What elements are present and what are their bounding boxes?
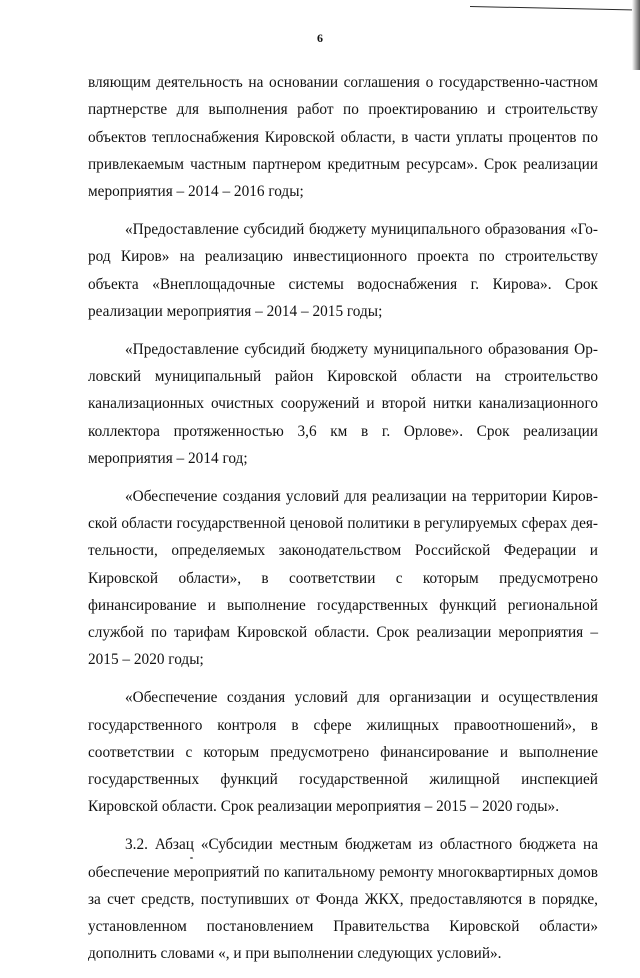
paragraph-continuation: вляющим деятельность на основании соглашения о государственно-частном партнерстве для выполнения работ по проектированию и строительству объектов теплоснабжения Кировской области, в части уплаты процентов по привлекаемым частным партнером кредитным ресурсам». Срок реализации мероприятия – 2014 – 2016 годы; [88,74,598,201]
paragraph: «Обеспечение создания условий для организации и осуществления государственного контроля в сфере жилищных правоотношений», в соответствии с которым предусмотрено финансирование и выполнение государственных функций государственной жилищной инспекцией Кировской области. Срок реализации мероприятия – 2015 – 2020 годы». [88,689,598,816]
page-number: 6 [317,31,323,45]
paragraph: «Предоставление субсидий бюджету муниципального образования Орловский муниципальный район Кировской области на строительство канализационных очистных сооружений и второй нитки канализационного коллектора протяженностью 3,6 км в г. Орлове». Срок реализации мероприятия – 2014 год; [88,340,598,467]
paragraph: 3.2. Абзац «Субсидии местным бюджетам из областного бюджета на обеспечение мероприятий по капитальному ремонту многоквартирных домов за счет средств, поступивших от Фонда ЖКХ, предоставляются в порядке, установленном постановлением Правительства Кировской области» дополнить словами «, и при выполнении следующих условий». [88,836,598,963]
paragraph: «Предоставление субсидий бюджету муниципального образования «Город Киров» на реализацию инвестиционного проекта по строительству объекта «Внеплощадочные системы водоснабжения г. Кирова». Срок реализации мероприятия – 2014 – 2015 годы; [88,220,598,320]
scan-speck [190,857,193,859]
paragraph: «Обеспечение создания условий для реализации на территории Кировской области государственной ценовой политики в регулируемых сферах деятельности, определяемых законодательством Российской Федерации и Кировской области», в соответствии с которым предусмотрено финансирование и выполнение государственных функций региональной службой по тарифам Кировской области. Срок реализации мероприятия – 2015 – 2020 годы; [88,487,598,669]
scan-edge-line [470,6,640,11]
document-body [88,69,598,978]
